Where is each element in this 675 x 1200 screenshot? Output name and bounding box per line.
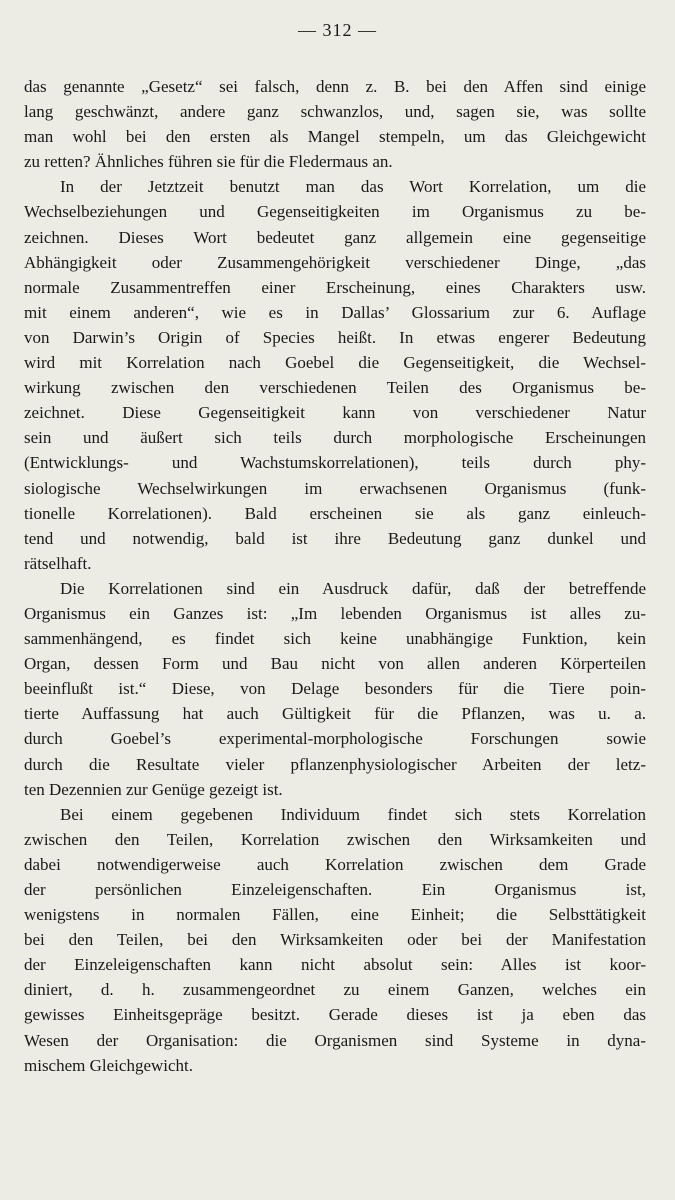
text-line: wenigstens in normalen Fällen, eine Einheit; die Selbsttätigkeit — [24, 905, 646, 925]
text-line: von Darwin’s Origin of Species heißt. In etwas engerer Bedeutung — [24, 327, 646, 347]
paragraph-1 — [24, 74, 646, 174]
text-line: Wesen der Organisation: die Organismen sind Systeme in dyna- — [24, 1030, 646, 1050]
text-line: durch die Resultate vieler pflanzenphysiologischer Arbeiten der letz- — [24, 754, 646, 774]
text-line: bei den Teilen, bei den Wirksamkeiten oder bei der Manifestation — [24, 930, 646, 950]
text-line: mischem Gleichgewicht. — [24, 1055, 194, 1075]
paragraph-3 — [24, 576, 646, 802]
text-line: wirkung zwischen den verschiedenen Teilen des Organismus be- — [24, 378, 646, 398]
text-line: mit einem anderen“, wie es in Dallas’ Glossarium zur 6. Auflage — [24, 302, 646, 322]
text-line: Organismus ein Ganzes ist: „Im lebenden Organismus ist alles zu- — [24, 603, 646, 623]
text-line: Bei einem gegebenen Individuum findet sich stets Korrelation — [60, 804, 646, 824]
text-line: rätselhaft. — [24, 553, 92, 573]
paragraph-4 — [24, 802, 646, 1078]
text-line: Die Korrelationen sind ein Ausdruck dafür, daß der betreffende — [60, 578, 646, 598]
text-line: wird mit Korrelation nach Goebel die Gegenseitigkeit, die Wechsel- — [24, 353, 646, 373]
text-line: durch Goebel’s experimental-morphologische Forschungen sowie — [24, 729, 646, 749]
text-line: zu retten? Ähnliches führen sie für die Fledermaus an. — [24, 152, 393, 172]
text-line: der Einzeleigenschaften kann nicht absolut sein: Alles ist koor- — [24, 955, 646, 975]
body-text — [24, 74, 646, 1078]
text-line: Organ, dessen Form und Bau nicht von allen anderen Körperteilen — [24, 654, 646, 674]
text-line: normale Zusammentreffen einer Erscheinung, eines Charakters usw. — [24, 277, 646, 297]
text-line: zeichnen. Dieses Wort bedeutet ganz allgemein eine gegenseitige — [24, 227, 646, 247]
text-line: man wohl bei den ersten als Mangel stempeln, um das Gleichgewicht — [24, 127, 646, 147]
text-line: zwischen den Teilen, Korrelation zwischen den Wirksamkeiten und — [24, 829, 646, 849]
text-line: dabei notwendigerweise auch Korrelation zwischen dem Grade — [24, 854, 646, 874]
page-number: — 312 — — [298, 20, 377, 40]
text-line: das genannte „Gesetz“ sei falsch, denn z. B. bei den Affen sind einige — [24, 77, 646, 96]
text-line: tionelle Korrelationen). Bald erscheinen sie als ganz einleuch- — [24, 503, 646, 523]
text-line: lang geschwänzt, andere ganz schwanzlos, und, sagen sie, was sollte — [24, 102, 646, 122]
text-line: (Entwicklungs- und Wachstumskorrelationen), teils durch phy- — [24, 453, 646, 473]
text-line: siologische Wechselwirkungen im erwachsenen Organismus (funk- — [24, 478, 646, 498]
text-line: tend und notwendig, bald ist ihre Bedeutung ganz dunkel und — [24, 528, 646, 548]
paragraph-2 — [24, 174, 646, 576]
text-line: beeinflußt ist.“ Diese, von Delage besonders für die Tiere poin- — [24, 679, 646, 699]
text-line: In der Jetztzeit benutzt man das Wort Korrelation, um die — [60, 177, 646, 197]
text-line: Wechselbeziehungen und Gegenseitigkeiten im Organismus zu be- — [24, 202, 646, 222]
text-line: sammenhängend, es findet sich keine unabhängige Funktion, kein — [24, 629, 646, 649]
text-line: der persönlichen Einzeleigenschaften. Ein Organismus ist, — [24, 880, 646, 899]
text-line: ten Dezennien zur Genüge gezeigt ist. — [24, 779, 283, 799]
text-line: sein und äußert sich teils durch morphologische Erscheinungen — [24, 428, 646, 448]
text-line: zeichnet. Diese Gegenseitigkeit kann von verschiedener Natur — [24, 403, 646, 423]
text-line: diniert, d. h. zusammengeordnet zu einem Ganzen, welches ein — [24, 980, 646, 1000]
text-line: tierte Auffassung hat auch Gültigkeit für die Pflanzen, was u. a. — [24, 704, 646, 724]
text-line: Abhängigkeit oder Zusammengehörigkeit verschiedener Dinge, „das — [24, 252, 646, 272]
text-line: gewisses Einheitsgepräge besitzt. Gerade dieses ist ja eben das — [24, 1005, 646, 1025]
